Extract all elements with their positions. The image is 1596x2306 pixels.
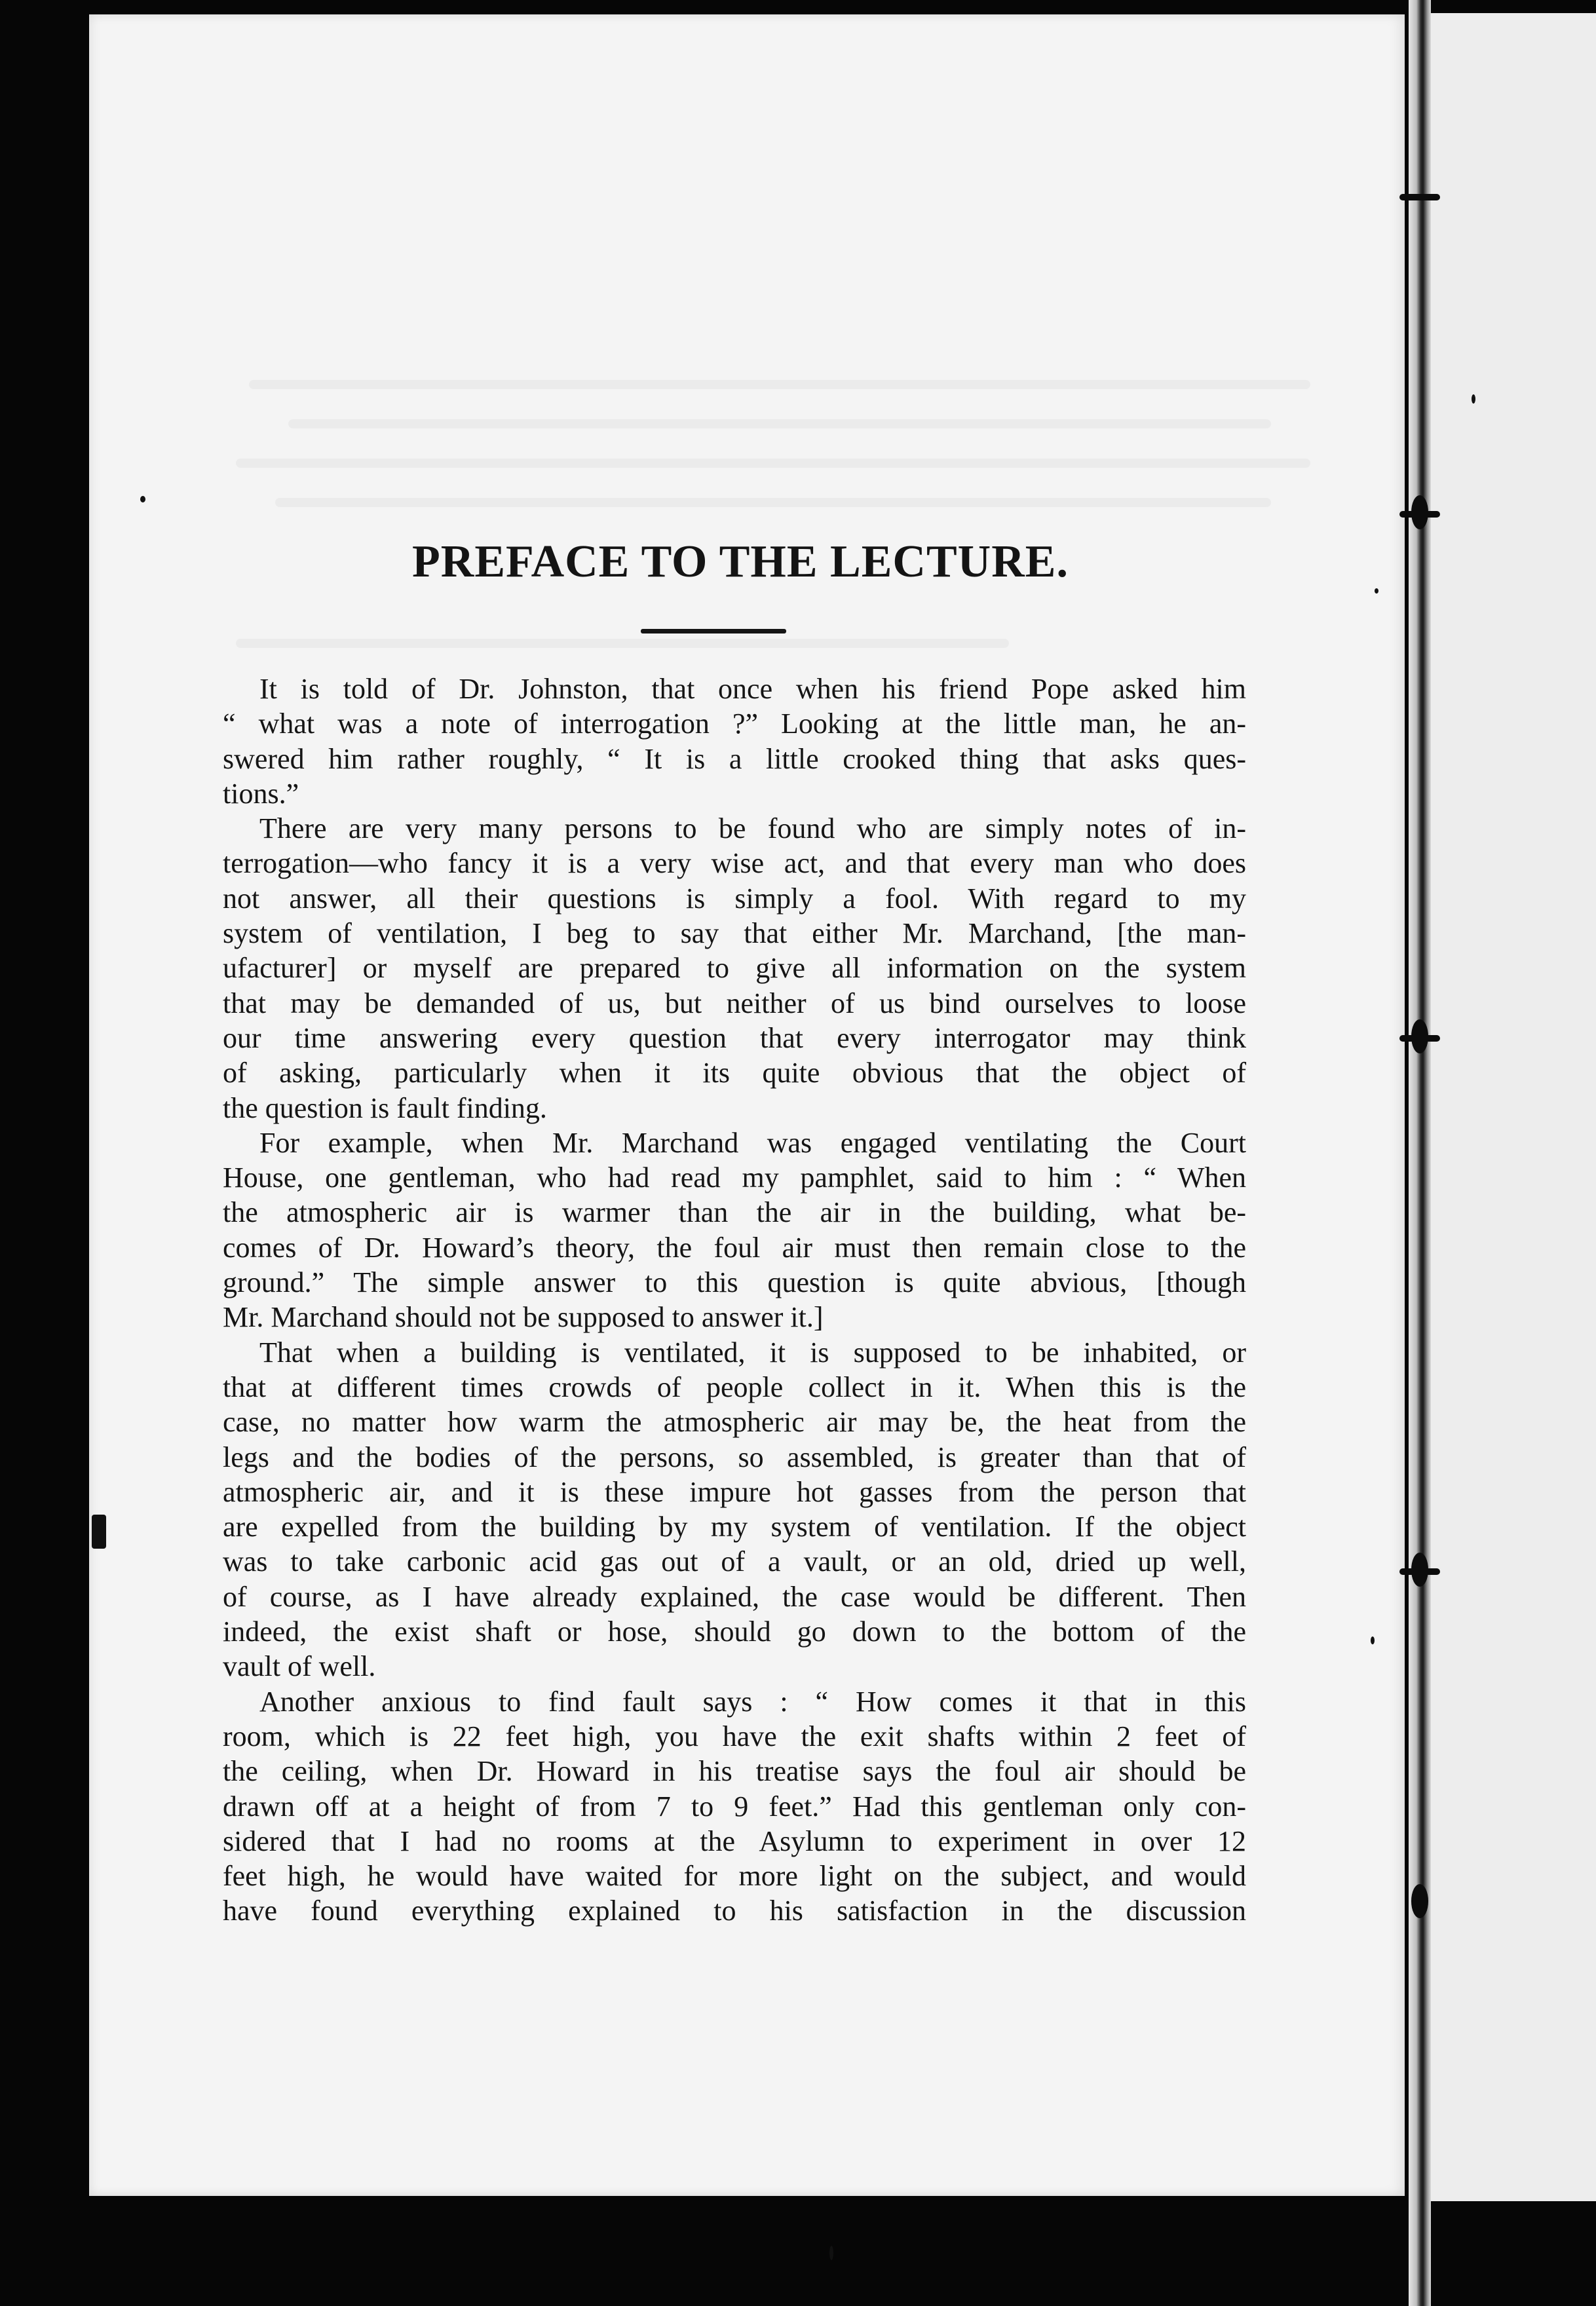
text-line: Mr. Marchand should not be supposed to answer it.]	[223, 1301, 824, 1334]
binding-knot	[1411, 1884, 1428, 1918]
text-line: It is told of Dr. Johnston, that once when his friend Pope asked him	[259, 673, 1246, 705]
text-line: the atmospheric air is warmer than the air in the building, what be-	[223, 1196, 1246, 1229]
binding-stitch	[1399, 511, 1440, 518]
text-line: the ceiling, when Dr. Howard in his treatise says the foul air should be	[223, 1755, 1246, 1788]
text-line: that at different times crowds of people collect in it. When this is the	[223, 1370, 1246, 1403]
text-line: comes of Dr. Howard’s theory, the foul air must then remain close to the	[223, 1231, 1246, 1264]
paragraph	[223, 1684, 1246, 1929]
text-line: indeed, the exist shaft or hose, should go down to the bottom of the	[223, 1616, 1246, 1648]
paragraph	[223, 811, 1246, 1125]
text-line: was to take carbonic acid gas out of a vault, or an old, dried up well,	[223, 1545, 1246, 1578]
margin-speck	[1371, 1636, 1375, 1644]
text-line: House, one gentleman, who had read my pamphlet, said to him : “ When	[223, 1162, 1246, 1194]
margin-speck	[140, 496, 145, 502]
text-line: ufacturer] or myself are prepared to give all information on the system	[223, 952, 1246, 985]
text-line: room, which is 22 feet high, you have the exit shafts within 2 feet of	[223, 1720, 1246, 1752]
text-line: drawn off at a height of from 7 to 9 feet.” Had this gentleman only con-	[223, 1790, 1246, 1823]
text-line: the question is fault finding.	[223, 1091, 547, 1124]
show-through-line	[236, 639, 1009, 648]
margin-speck	[1375, 588, 1378, 594]
text-line: For example, when Mr. Marchand was engaged ventilating the Court	[259, 1126, 1246, 1159]
binding-stitch	[1399, 194, 1440, 200]
text-line: that may be demanded of us, but neither of us bind ourselves to loose	[223, 987, 1246, 1019]
text-line: vault of well.	[223, 1650, 376, 1683]
show-through-line	[275, 498, 1271, 507]
text-line: system of ventilation, I beg to say that either Mr. Marchand, [the man-	[223, 917, 1246, 950]
text-line: of course, as I have already explained, the case would be different. Then	[223, 1580, 1246, 1613]
text-line: feet high, he would have waited for more light on the subject, and would	[223, 1860, 1246, 1893]
text-line: tions.”	[223, 777, 299, 810]
text-line: ground.” The simple answer to this question is quite abvious, [though	[223, 1266, 1246, 1299]
text-line: atmospheric air, and it is these impure hot gasses from the person that	[223, 1475, 1246, 1508]
text-line: our time answering every question that every interrogator may think	[223, 1021, 1246, 1054]
paragraph	[223, 1335, 1246, 1684]
text-line: swered him rather roughly, “ It is a little crooked thing that asks ques-	[223, 742, 1246, 775]
paragraph	[223, 671, 1246, 811]
text-line: have found everything explained to his satisfaction in the discussion	[223, 1895, 1246, 1927]
text-line: are expelled from the building by my system of ventilation. If the object	[223, 1511, 1246, 1543]
text-line: That when a building is ventilated, it is supposed to be inhabited, or	[259, 1336, 1246, 1369]
book-binding	[1409, 0, 1431, 2306]
show-through-line	[288, 419, 1271, 428]
title-rule	[641, 629, 786, 633]
margin-speck	[92, 1515, 106, 1549]
text-line: There are very many persons to be found who are simply notes of in-	[259, 812, 1246, 845]
margin-speck	[1472, 394, 1475, 404]
show-through-heading	[367, 216, 1219, 307]
text-line: of asking, particularly when it its quite obvious that the object of	[223, 1057, 1246, 1089]
text-line: not answer, all their questions is simply a fool. With regard to my	[223, 882, 1246, 915]
show-through-line	[249, 380, 1310, 389]
binding-stitch	[1399, 1568, 1440, 1575]
text-line: case, no matter how warm the atmospheric air may be, the heat from the	[223, 1406, 1246, 1439]
facing-page-edge	[1431, 13, 1596, 2201]
text-line: sidered that I had no rooms at the Asylumn to experiment in over 12	[223, 1824, 1246, 1857]
preface-body	[223, 671, 1246, 1929]
paragraph	[223, 1125, 1246, 1335]
show-through-line	[236, 459, 1310, 468]
margin-speck	[829, 2246, 833, 2260]
binding-stitch	[1399, 1035, 1440, 1042]
text-line: “ what was a note of interrogation ?” Looking at the little man, he an-	[223, 708, 1246, 740]
text-line: Another anxious to find fault says : “ How comes it that in this	[259, 1685, 1246, 1718]
text-line: legs and the bodies of the persons, so assembled, is greater than that of	[223, 1441, 1246, 1473]
text-line: terrogation—who fancy it is a very wise act, and that every man who does	[223, 847, 1246, 880]
page-title: PREFACE TO THE LECTURE.	[412, 537, 1069, 587]
